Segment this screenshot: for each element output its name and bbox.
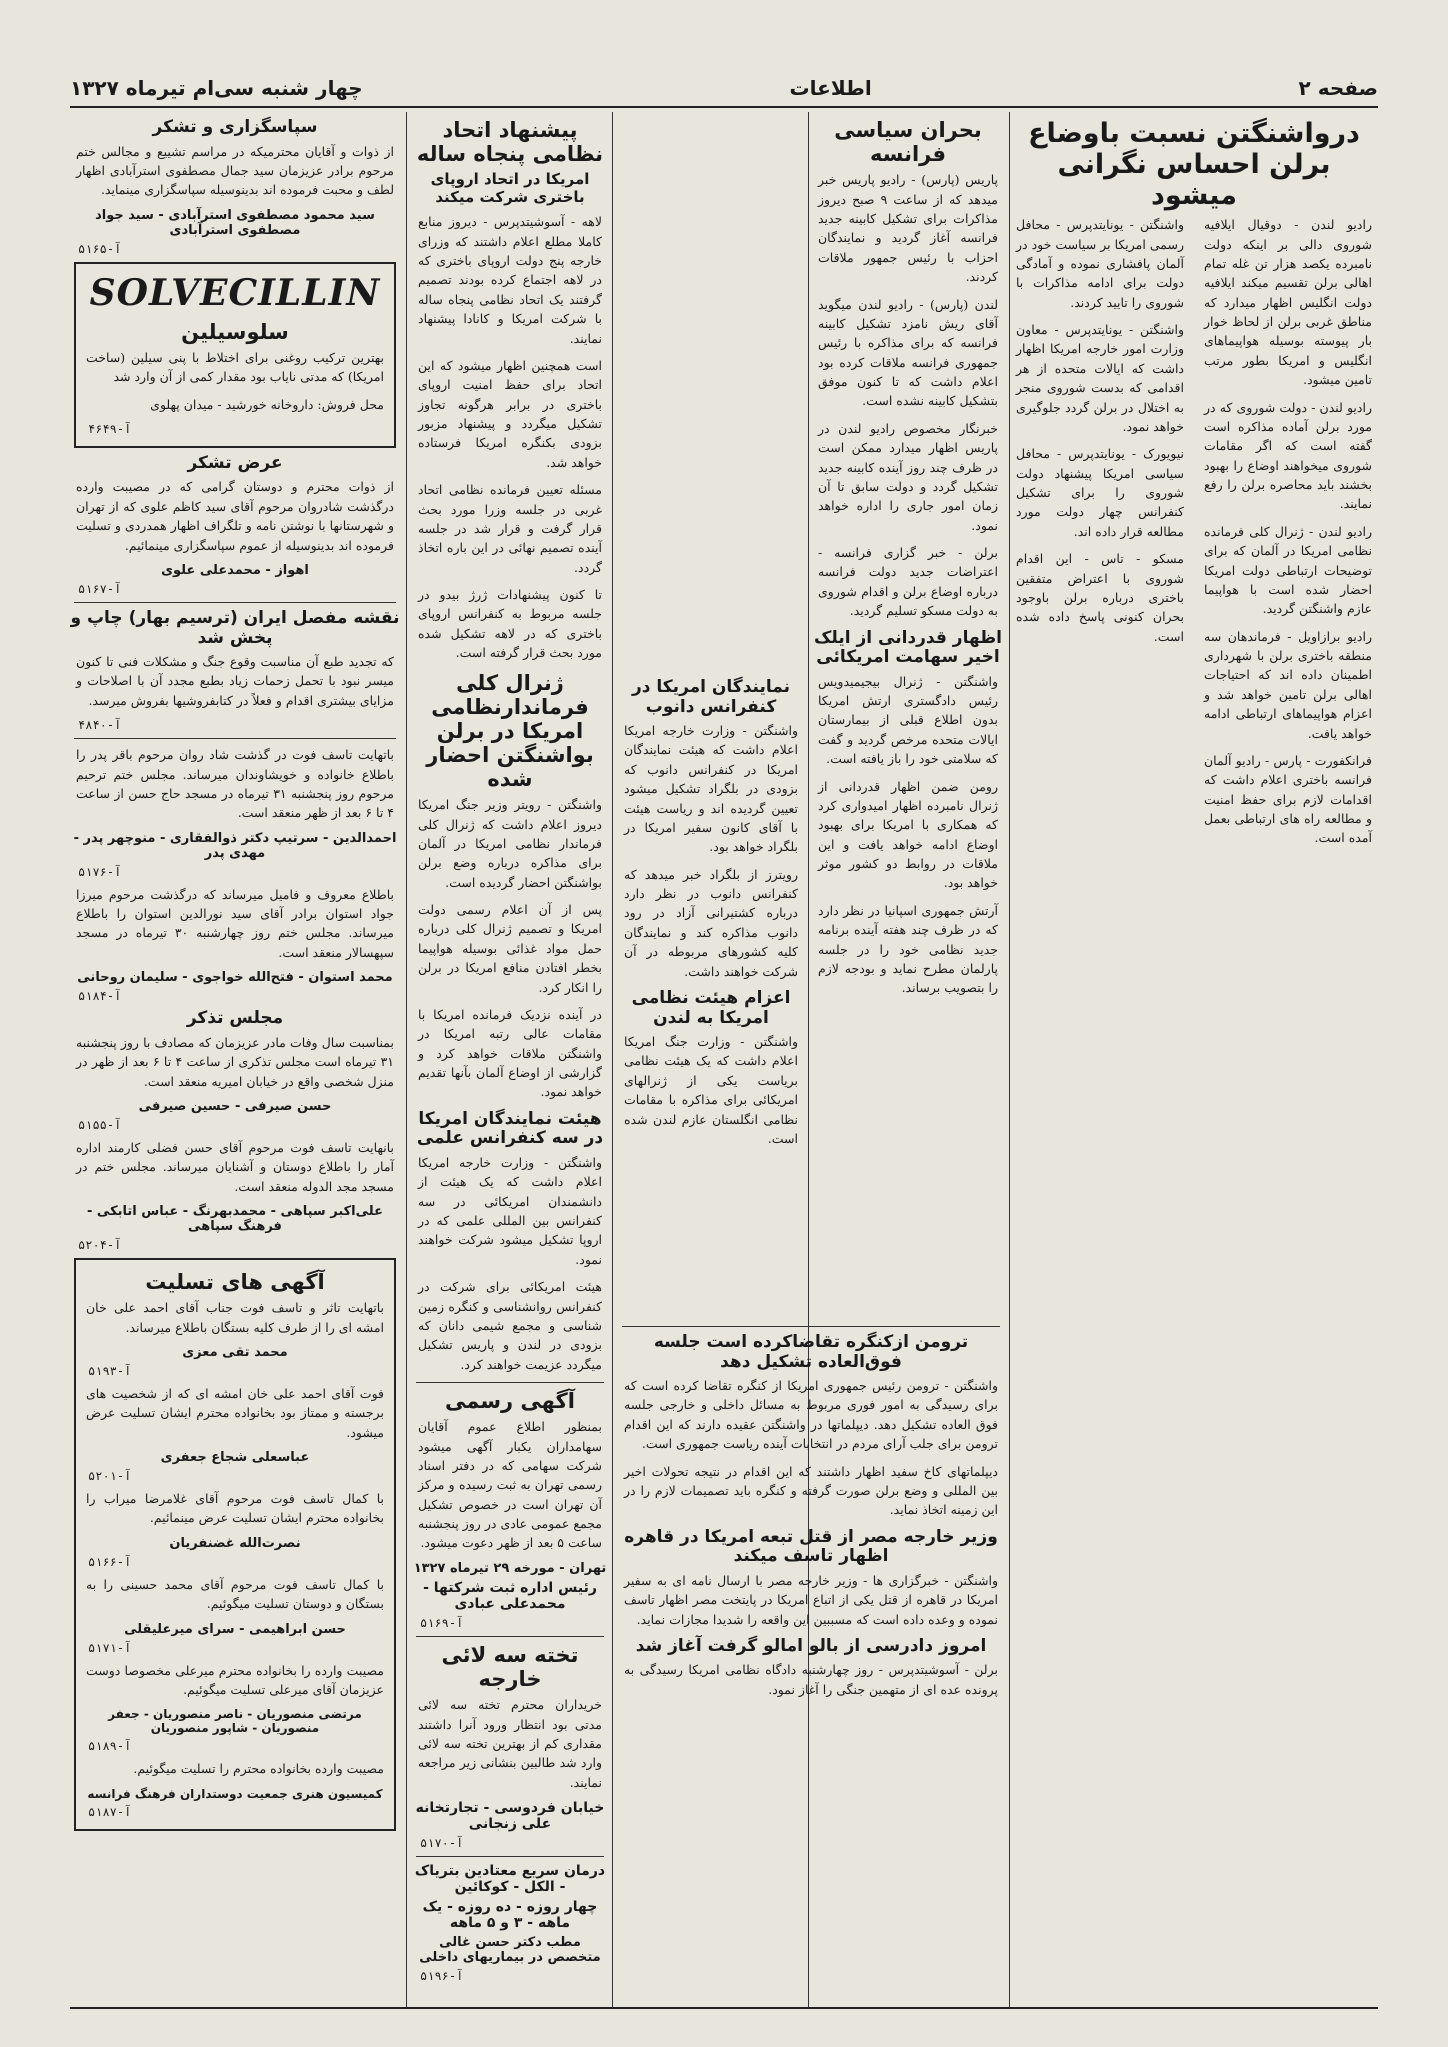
- masthead-rule: [70, 106, 1378, 108]
- notice-signature: علی‌اکبر سپاهی - محمدبهرنگ - عباس اتابکی - فرهنگ سپاهی: [87, 1204, 383, 1234]
- ad-code: آ-۵۱۷۶: [78, 864, 122, 879]
- headline-trial: امروز دادرسی از بالو امالو گرفت آغاز شد: [635, 1635, 987, 1656]
- ad-map-title: نقشه مفصل ایران (ترسیم بهار) چاپ و پخش شد: [70, 607, 400, 648]
- article-paragraph: واشنگتن - یونایتدپرس - محافل رسمی امریکا بر سیاست خود در آلمان پافشاری نموده و آمادگی دولت برای ادامه مذاکرات با شوروی را تایید کردند.: [1016, 217, 1184, 310]
- ad-code: آ-۵۱۷۱: [88, 1640, 132, 1655]
- notice-memorial-title: مجلس تذکر: [186, 1008, 284, 1029]
- article-paragraph: واشنگتن - وزارت خارجه امریکا اعلام داشت که هیئت نمایندگان امریکا در کنفرانس دانوب که بزودی در بلگراد تشکیل میشود تعیین گردیده اند و ریاست هیئت با آقای کانون سفیر امریکا در بلگراد خواهد بود.: [624, 723, 798, 855]
- article-paragraph: مسئله تعیین فرمانده نظامی اتحاد غربی در جلسه وزرا مورد بحث قرار گرفت و قرار شد در جلسه آینده تصمیم نهائی در این باره اتخاذ گردد.: [418, 482, 602, 575]
- notice-signature: کمیسیون هنری جمعیت دوستداران فرهنگ فرانسه: [87, 1786, 383, 1801]
- article-paragraph: رویترز از بلگراد خبر میدهد که کنفرانس دانوب در نظر دارد درباره کشتیرانی آزاد در رود دانوب مذاکره کند و نمایندگان کلیه کشورهای مربوطه در آن شرکت خواهند داشت.: [624, 866, 798, 979]
- ad-code: آ-۵۱۶۷: [78, 581, 122, 596]
- article-paragraph: واشنگتن - ژنرال بیجیمیدویس رئیس دادگستری ارتش امریکا بدون اطلاع قبلی از بیمارستان ایالات متحده مرخص گردید و گفت که سلامتی خود را باز یافته است.: [818, 673, 998, 767]
- article-paragraph: تا کنون پیشنهادات ژرژ بیدو در جلسه مربوط به کنفرانس اروپای باختری که در لاهه تشکیل شده مورد بحث قرار گرفته است.: [418, 587, 602, 661]
- column-continuation-space: [618, 112, 804, 672]
- article-paragraph: پس از آن اعلام رسمی دولت امریکا و تصمیم ژنرال کلی درباره حمل مواد غذائی بوسیله هواپیما بخطر افتادن منافع امریکا در برلن را انکار کرد.: [418, 902, 602, 995]
- notice-body: بمناسبت سال وفات مادر عزیزمان که مصادف با روز پنجشنبه ۳۱ تیرماه است مجلس تذکری از ساعت ۴ تا ۶ بعد از ظهر در منزل شخصی واقع در خیابان امیریه منعقد است.: [76, 1034, 394, 1089]
- masthead: [70, 70, 1378, 106]
- berlin-subcol-b: [1010, 215, 1190, 856]
- headline-appreciation: اظهار قدردانی از ایلک اخیر سهامت امریکائی: [813, 627, 1003, 668]
- article-paragraph: است همچنین اظهار میشود که این اتحاد برای حفظ امنیت اروپای باختری در برابر هرگونه تجاوز تشکیل میگردد و پیشنهاد مزبور بزودی بکنگره امریکا فرستاده خواهد شد.: [418, 357, 602, 470]
- notice-body: بانهایت تاسف فوت مرحوم آقای حسن فضلی کارمند اداره آمار را باطلاع دوستان و آشنایان میرساند. مجلس ختم در مسجد مجد الدوله منعقد است.: [76, 1139, 394, 1194]
- brand-name-fa: سلوسیلین: [181, 319, 289, 344]
- article-paragraph: رومن ضمن اظهار قدردانی از ژنرال نامبرده اظهار امیدواری کرد که همکاری با امریکا برای بهبود اوضاع ادامه خواهد یافت و این ملاقات در روابط دو کشور موثر خواهد بود.: [818, 778, 998, 891]
- article-paragraph: نیویورک - یونایتدپرس - محافل سیاسی امریکا پیشنهاد دولت شوروی را برای تشکیل کنفرانس چهار دولت مورد مطالعه قرار داده اند.: [1016, 446, 1184, 539]
- ad-code: آ-۵۱۹۶: [420, 1969, 464, 1983]
- ad-code: آ-۵۱۹۳: [88, 1363, 132, 1378]
- notice-signature: اهواز - محمدعلی علوی: [161, 562, 309, 578]
- ad-plywood-body: خریداران محترم تخته سه لائی مدتی بود انتظار ورود آنرا داشتند مقداری کم از بهترین تخته سه لائی وارد شد طالبین بنشانی زیر مراجعه نمایند.: [418, 1697, 602, 1790]
- notice-body: باتهایت تاثر و تاسف فوت جناب آقای احمد علی خان امشه ای را از طرف کلیه بستگان باطلاع میرساند.: [86, 1300, 384, 1335]
- ad-official-body: بمنظور اطلاع عموم آقایان سهامداران یکبار آگهی میشود شرکت سهامی که در دفتر اسناد رسمی تهران به ثبت رسیده و مرکز آن تهران است در خصوص تشکیل مجمع عمومی عادی در روز پنجشنبه ساعت ۵ بعد از ظهر دعوت میشود.: [418, 1419, 602, 1551]
- ad-body: که تجدید طبع آن مناسبت وقوع جنگ و مشکلات فنی تا کنون میسر نبود با تحمل زحمات زیاد بطبع مجدد آن با اصلاحات و مزایای بیشتری اقدام و فعلاً در کتابفروشیها بفروش میرسد.: [76, 654, 394, 708]
- condolence-box: [74, 1258, 396, 1831]
- notice-signature: احمدالدین - سرتیپ دکتر ذوالفقاری - منوچهر پدر - مهدی پدر: [73, 830, 397, 861]
- notice-body: باطلاع معروف و فامیل میرساند که درگذشت مرحوم میرزا جواد استوان برادر آقای سید نورالدین استوان را باطلاع میرساند. مجلس ختم روز چهارشنبه ۳۰ تیرماه در مسجد سپهسالار منعقد است.: [76, 886, 394, 960]
- headline-military-mission: اعزام هیئت نظامی امریکا به لندن: [631, 987, 791, 1028]
- ad-address: محل فروش: داروخانه خورشید - میدان پهلوی: [150, 396, 384, 412]
- article-paragraph: واشنگتن - یونایتدپرس - معاون وزارت امور خارجه امریکا اظهار داشت که ایالات متحده از هر اقدامی که بدست شوروی منجر به اختلال در برلن گردد جلوگیری خواهد نمود.: [1016, 322, 1184, 434]
- berlin-subcol-a: [1198, 215, 1378, 856]
- article-paragraph: فرانکفورت - پارس - رادیو آلمان فرانسه باختری اعلام داشت که اقدامات لازم برای حفظ امنیت و مطالعه راه های ارتباطی بعمل آمده است.: [1204, 752, 1372, 846]
- column-divider: [1009, 112, 1010, 2007]
- column-divider: [406, 112, 407, 2007]
- block-truman: [618, 1320, 1004, 2007]
- footer-rule: [70, 2007, 1378, 2009]
- notice-body: از ذوات و آقایان محترمیکه در مراسم تشییع و مجالس ختم مرحوم برادر عزیزمان سید جمال مصطفوی استرآبادی اظهار لطف و محبت فرموده اند بدینوسیله سپاسگزاری مینماید.: [76, 143, 394, 198]
- section-divider: [416, 1382, 604, 1383]
- notice-signature: حسن صیرفی - حسین صیرفی: [138, 1098, 332, 1114]
- section-divider: [416, 1636, 604, 1637]
- section-divider: [622, 1326, 1000, 1327]
- headline-alliance: پیشنهاد اتحاد نظامی پنجاه ساله: [416, 118, 604, 167]
- article-paragraph: رادیو لندن - دوقیال ایلافیه شوروی دالی بر اینکه دولت نامبرده یکصد هزار تن غله تمام اهالی برلن تقسیم میکند ایلافیه دولت انگلیس اظهار میدارد که مناطق غربی برلن از لحاظ خوار بار پیوسته بوسیله هواپیماهای انگلیس و امریکا بطور مرتب تامین میشود.: [1204, 217, 1372, 388]
- column-alliance-main: [412, 112, 608, 2007]
- headline-france: بحران سیاسی فرانسه: [834, 118, 982, 167]
- ad-code: آ-۴۶۴۹: [88, 421, 132, 436]
- article-paragraph: پاریس (پارس) - رادیو پاریس خبر میدهد که از ساعت ۹ صبح دیروز مذاکرات برای تشکیل کابینه جدید فرانسه آغاز گردید و نمایندگان احزاب با رئیس جمهور ملاقات کردند.: [818, 172, 998, 285]
- notice-body: از ذوات محترم و دوستان گرامی که در مصیبت وارده درگذشت شادروان مرحوم آقای سید کاظم علوی که از تهران و شهرستانها با نوشتن نامه و تلگراف اظهار همدردی و تسلیت فرموده اند بدینوسیله از عموم سپاسگزاری مینمائیم.: [76, 479, 394, 553]
- newspaper-name: اطلاعات: [789, 76, 872, 100]
- notice-body: با کمال تاسف فوت مرحوم آقای محمد حسینی را به بستگان و دوستان تسلیت میگوئیم.: [86, 1576, 384, 1612]
- ad-code: آ-۴۸۴۰: [78, 718, 122, 733]
- ad-addiction-body: چهار روزه - ده روزه - یک ماهه - ۳ و ۵ ماهه: [422, 1899, 598, 1931]
- ad-addiction-title: درمان سریع معتادین بتریاک - الکل - کوکائین: [414, 1863, 606, 1895]
- headline-egypt: وزیر خارجه مصر از قتل تبعه امریکا در قاهره اظهار تاسف میکند: [624, 1526, 998, 1567]
- notice-signature: حسن ابراهیمی - سرای میرعلیقلی: [124, 1621, 346, 1637]
- article-paragraph: لندن (پارس) - رادیو لندن میگوید آقای ریش نامزد تشکیل کابینه فرانسه که برای مذاکره با رئیس جمهوری فرانسه ملاقات کرده بود اعلام داشت که تا کنون موفق بتشکیل کابینه نشده است.: [818, 296, 998, 409]
- article-paragraph: واشنگتن - وزارت جنگ امریکا اعلام داشت که یک هیئت نظامی بریاست یکی از ژنرالهای امریکائی برای مذاکره با مقامات نظامی انگلستان عازم لندن شده است.: [624, 1034, 798, 1146]
- notice-thanks-title: سپاسگزاری و تشکر: [152, 117, 318, 137]
- article-paragraph: دیپلماتهای کاخ سفید اظهار داشتند که این اقدام در نتیجه تحولات اخیر بین المللی و وضع برلن صورت گرفته و کنگره باید تصمیمات لازم را در این زمینه اتخاذ نماید.: [624, 1463, 998, 1518]
- ad-addiction-address: مطب دکتر حسن غالی متخصص در بیماریهای داخلی: [419, 1935, 601, 1965]
- notice-body: فوت آقای احمد علی خان امشه ای که از شخصیت های برجسته و ممتاز بود بخانواده محترم ایشان تسلیت عرض میشود.: [86, 1385, 384, 1440]
- ad-official-date: تهران - مورخه ۲۹ تیرماه ۱۳۲۷: [413, 1560, 607, 1576]
- ad-code: آ-۵۱۷۰: [420, 1836, 464, 1850]
- ad-plywood-address: خیابان فردوسی - تجارتخانه علی زنجانی: [415, 1800, 605, 1832]
- article-paragraph: برلن - آسوشیتدپرس - روز چهارشنبه دادگاه نظامی امریکا رسیدگی به پرونده عده ای از متهمین جنگی را آغاز نمود.: [624, 1662, 998, 1697]
- notice-signature: نصرت‌الله غضنفریان: [169, 1535, 301, 1551]
- berlin-two-col: [1010, 215, 1378, 856]
- ad-code: آ-۵۲۰۴: [78, 1238, 122, 1252]
- ad-code: آ-۵۱۶۶: [88, 1554, 132, 1569]
- column-notices: [70, 112, 400, 2007]
- section-divider: [74, 602, 396, 603]
- ad-body: بهترین ترکیب روغنی برای اختلاط با پنی سیلین (ساخت امریکا) که مدتی نایاب بود مقدار کمی از آن وارد شد: [86, 349, 384, 385]
- article-paragraph: واشنگتن - ترومن رئیس جمهوری امریکا از کنگره تقاضا کرده است که برای رسیدگی به امور فوری مربوط به مسائل داخلی و خارجی جلسه فوق العاده تشکیل دهد. دیپلماتها در واشنگتن عقیده دارند که این اقدام ترومن برای جلب آرای مردم در انتخابات آینده ریاست جمهوری است.: [624, 1378, 998, 1452]
- section-divider: [74, 738, 396, 739]
- ad-code: آ-۵۱۸۴: [78, 989, 122, 1004]
- ad-solvecillin: [74, 262, 396, 448]
- headline-truman: ترومن ازکنگره تقاضاکرده است جلسه فوق‌العاده تشکیل دهد: [653, 1332, 969, 1372]
- article-paragraph: برلن - خبر گزاری فرانسه - اعتراضات جدید دولت فرانسه درباره اوضاع برلن و اقدام شوروی به دولت مسکو تسلیم گردید.: [818, 545, 998, 619]
- ad-code: آ-۵۱۶۵: [78, 241, 122, 256]
- ad-plywood-title: تخته سه لائی خارجه: [441, 1642, 579, 1691]
- subhead-alliance: امریکا در اتحاد اروپای باختری شرکت میکند: [430, 170, 590, 207]
- notice-body: مصیبت وارده بخانواده محترم را تسلیت میگوئیم.: [133, 1761, 384, 1777]
- column-berlin: [1010, 112, 1378, 2007]
- ad-code: آ-۵۱۸۷: [88, 1804, 132, 1819]
- headline-berlin: درواشنگتن نسبت باوضاع برلن احساس نگرانی میشود: [1028, 118, 1360, 212]
- notice-body: باتهایت تاسف فوت در گذشت شاد روان مرحوم باقر پدر را باطلاع خانواده و خویشاوندان میرساند. مجلس ختم ترحیم مرحوم روز پنجشنبه ۳۱ تیرماه در مسجد حاج حسن از ساعت ۴ تا ۶ بعد از ظهر منعقد است.: [76, 747, 394, 821]
- ad-official-title: آگهی رسمی: [445, 1389, 575, 1414]
- ad-code: آ-۵۱۵۵: [78, 1117, 122, 1132]
- notice-signature: محمد استوان - فتح‌الله خواجوی - سلیمان روحانی: [77, 970, 393, 986]
- page-number: صفحه ۲: [1298, 76, 1378, 100]
- notice-signature: سید محمود مصطفوی استرآبادی - سید جواد مصطفوی استرآبادی: [95, 207, 375, 238]
- notice-thanks2-title: عرض تشکر: [187, 452, 283, 473]
- notice-body: مصیبت وارده را بخانواده محترم میرعلی مخصوصا دوست عزیزمان آقای میرعلی تسلیت میگوئیم.: [86, 1662, 384, 1697]
- article-paragraph: هیئت امریکائی برای شرکت در کنفرانس روانشناسی و کنگره زمین شناسی و مجمع شیمی دانان که بزودی در لندن و پاریس تشکیل میگردد عزیمت خواهند کرد.: [418, 1279, 602, 1372]
- article-paragraph: واشنگتن - وزارت خارجه امریکا اعلام داشت که یک هیئت از دانشمندان امریکائی در سه کنفرانس بین المللی علمی که در اروپا تشکیل میشود شرکت خواهند نمود.: [418, 1154, 602, 1267]
- issue-date: چهار شنبه سی‌ام تیرماه ۱۳۲۷: [70, 76, 363, 100]
- article-paragraph: در آینده نزدیک فرمانده امریکا با مقامات عالی رتبه امریکا در واشنگتن ملاقات خواهد کرد و گزارشی از اوضاع آلمان بآنها تقدیم خواهد نمود.: [418, 1006, 602, 1100]
- headline-science: هیئت نمایندگان امریکا در سه کنفرانس علمی: [416, 1108, 604, 1149]
- ad-code: آ-۵۲۰۱: [88, 1469, 132, 1484]
- article-paragraph: خبرنگار مخصوص رادیو لندن در پاریس اظهار میدارد ممکن است در ظرف چند روز آینده کابینه جدید تشکیل گردد و دولت سابق تا آن زمان امور جاری را اداره خواهد نمود.: [818, 420, 998, 533]
- ad-code: آ-۵۱۶۹: [420, 1615, 464, 1630]
- headline-danube: نمایندگان امریکا در کنفرانس دانوب: [631, 677, 790, 717]
- notice-signature: محمد تقی معزی: [182, 1344, 288, 1360]
- section-divider: [416, 1856, 604, 1857]
- headline-general-clay: ژنرال کلی فرماندارنظامی امریکا در برلن بواشنگتن احضار شده: [426, 670, 594, 792]
- article-paragraph: واشنگتن - خبرگزاری ها - وزیر خارجه مصر با ارسال نامه ای به سفیر امریکا در قاهره از قتل یکی از اتباع امریکا در پایتخت مصر اظهار تاسف نموده و وعده داده است که مسببین این واقعه را شدیدا مجازات نماید.: [624, 1572, 998, 1627]
- brand-logo-latin: SOLVECILLIN: [89, 271, 381, 314]
- article-paragraph: رادیو لندن - ژنرال کلی فرمانده نظامی امریکا در آلمان که برای توضیحات ارتباطی دولت امریکا احضار شده است با هواپیما عازم واشنگتن گردید.: [1204, 523, 1372, 617]
- article-paragraph: لاهه - آسوشیتدپرس - دیروز منابع کاملا مطلع اعلام داشتند که وزرای خارجه پنج دولت اروپای باختری که در لاهه اجتماع کرده بودند تصمیم گرفتند یک اتحاد نظامی پنجاه ساله با شرکت امریکا و کانادا پیشنهاد نمایند.: [418, 214, 602, 346]
- notice-signature: عباسعلی شجاع جعفری: [160, 1450, 310, 1466]
- article-paragraph: رادیو لندن - دولت شوروی که در مورد برلن آماده مذاکره است گفته است که اگر مقامات شوروی میخواهند اوضاع را بهبود بخشند باید محاصره برلن را رفع نمایند.: [1204, 399, 1372, 512]
- notice-body: با کمال تاسف فوت مرحوم آقای غلامرضا میراب را بخانواده محترم ایشان تسلیت عرض مینمائیم.: [86, 1491, 384, 1526]
- condolences-title: آگهی های تسلیت: [145, 1270, 325, 1294]
- article-paragraph: رادیو برازاویل - فرماندهان سه منطقه باختری برلن با شهرداری اطمینان داده اند که احتیاجات اهالی برلن تامین خواهد شد و اعزام هواپیماهای ارتباطی ادامه خواهد یافت.: [1204, 628, 1372, 741]
- article-paragraph: آرتش جمهوری اسپانیا در نظر دارد که در ظرف چند هفته آینده برنامه جدید نظامی خود را در جلسه پارلمان مطرح نماید و بودجه لازم را بتصویب برساند.: [818, 902, 998, 996]
- article-paragraph: مسکو - تاس - این اقدام شوروی با اعتراض متفقین باختری درباره برلن باوجود بحران کنونی پاسخ داده شده است.: [1016, 551, 1184, 644]
- ad-code: آ-۵۱۸۹: [88, 1739, 132, 1754]
- article-paragraph: واشنگتن - رویتر وزیر جنگ امریکا دیروز اعلام داشت که ژنرال کلی فرماندار نظامی امریکا در آلمان برای مذاکره درباره وضع برلن بواشنگتن احضار گردیده است.: [418, 797, 602, 890]
- column-divider: [612, 112, 613, 2007]
- ad-official-signature: رئیس اداره ثبت شرکتها - محمدعلی عبادی: [423, 1579, 597, 1612]
- notice-signature: مرتضی منصوریان - ناصر منصوریان - جعفر منصوریان - شاپور منصوریان: [108, 1707, 362, 1736]
